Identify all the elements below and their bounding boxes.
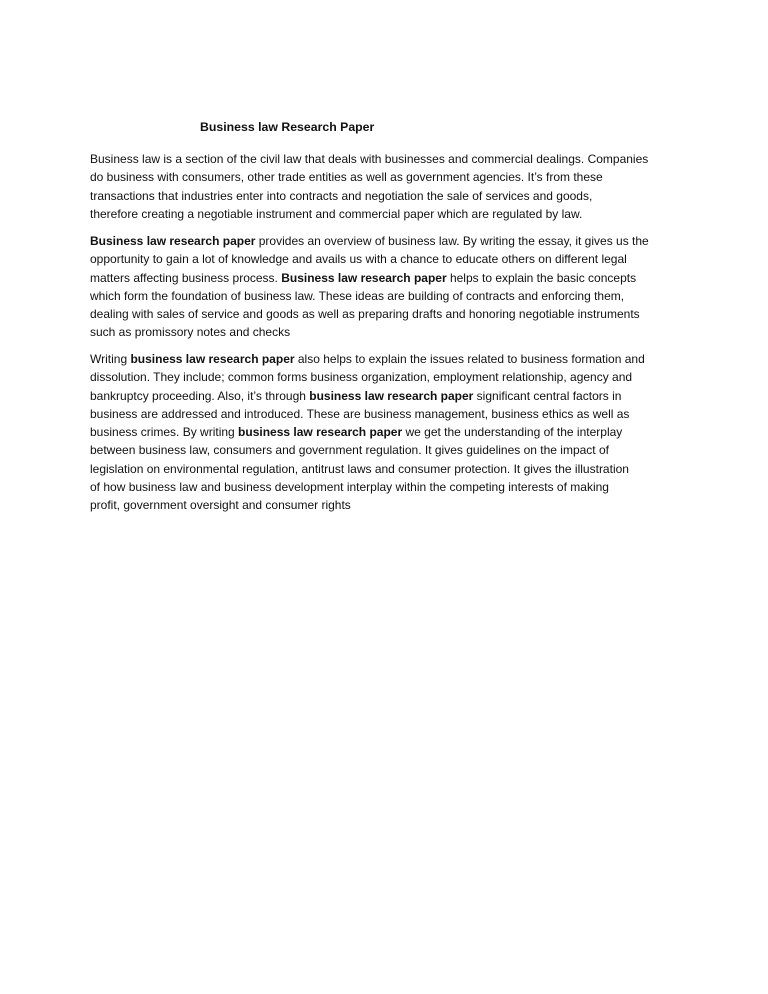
paragraph-writing	[90, 350, 690, 515]
text-line: dissolution. They include; common forms business organization, employment relationship, agency and	[90, 370, 633, 385]
text-line	[90, 387, 690, 405]
text-line: legislation on environmental regulation, antitrust laws and consumer protection. It gives the illustration	[90, 461, 629, 476]
text-line: transactions that industries enter into contracts and negotiation the sale of services and goods,	[90, 188, 593, 203]
text-line	[90, 232, 690, 250]
text-line: such as promissory notes and checks	[90, 325, 291, 340]
bold-phrase: business law research paper	[130, 352, 295, 366]
text-segment: bankruptcy proceeding. Also, it’s through	[90, 388, 310, 403]
text-segment: also helps to explain the issues related to business formation and	[294, 352, 645, 366]
text-line: opportunity to gain a lot of knowledge and avails us with a chance to educate others on different legal	[90, 252, 627, 267]
text-segment: Writing	[90, 352, 131, 366]
text-segment: business crimes. By writing	[90, 425, 239, 440]
text-line: between business law, consumers and government regulation. It gives guidelines on the impact of	[90, 443, 609, 458]
paragraph-intro	[90, 150, 690, 223]
text-line: of how business law and business development interplay within the competing interests of making	[90, 480, 609, 495]
bold-phrase: business law research paper	[238, 425, 403, 440]
text-segment: we get the understanding of the interplay	[402, 425, 623, 440]
text-segment: helps to explain the basic concepts	[446, 270, 637, 285]
bold-phrase: business law research paper	[309, 388, 474, 403]
text-line: therefore creating a negotiable instrument and commercial paper which are regulated by law.	[90, 206, 583, 221]
text-line: business are addressed and introduced. These are business management, business ethics as well as	[90, 406, 630, 421]
bold-phrase: Business law research paper	[90, 234, 256, 248]
text-segment: matters affecting business process.	[90, 270, 282, 285]
text-line: profit, government oversight and consumer rights	[90, 498, 351, 513]
paragraph-overview	[90, 232, 690, 342]
text-segment: significant central factors in	[473, 388, 622, 403]
text-line: dealing with sales of service and goods as well as preparing drafts and honoring negotiable instruments	[90, 307, 640, 322]
text-line: do business with consumers, other trade entities as well as government agencies. It’s from these	[90, 170, 603, 185]
text-line: which form the foundation of business law. These ideas are building of contracts and enforcing them,	[90, 288, 625, 303]
text-line	[90, 269, 690, 287]
bold-phrase: Business law research paper	[281, 270, 447, 285]
text-line	[90, 423, 690, 441]
text-line	[90, 350, 690, 368]
text-segment: provides an overview of business law. By writing the essay, it gives us the	[255, 234, 649, 248]
text-line: Business law is a section of the civil law that deals with businesses and commercial dealings. Companies	[90, 152, 649, 166]
document-title: Business law Research Paper	[200, 120, 375, 134]
